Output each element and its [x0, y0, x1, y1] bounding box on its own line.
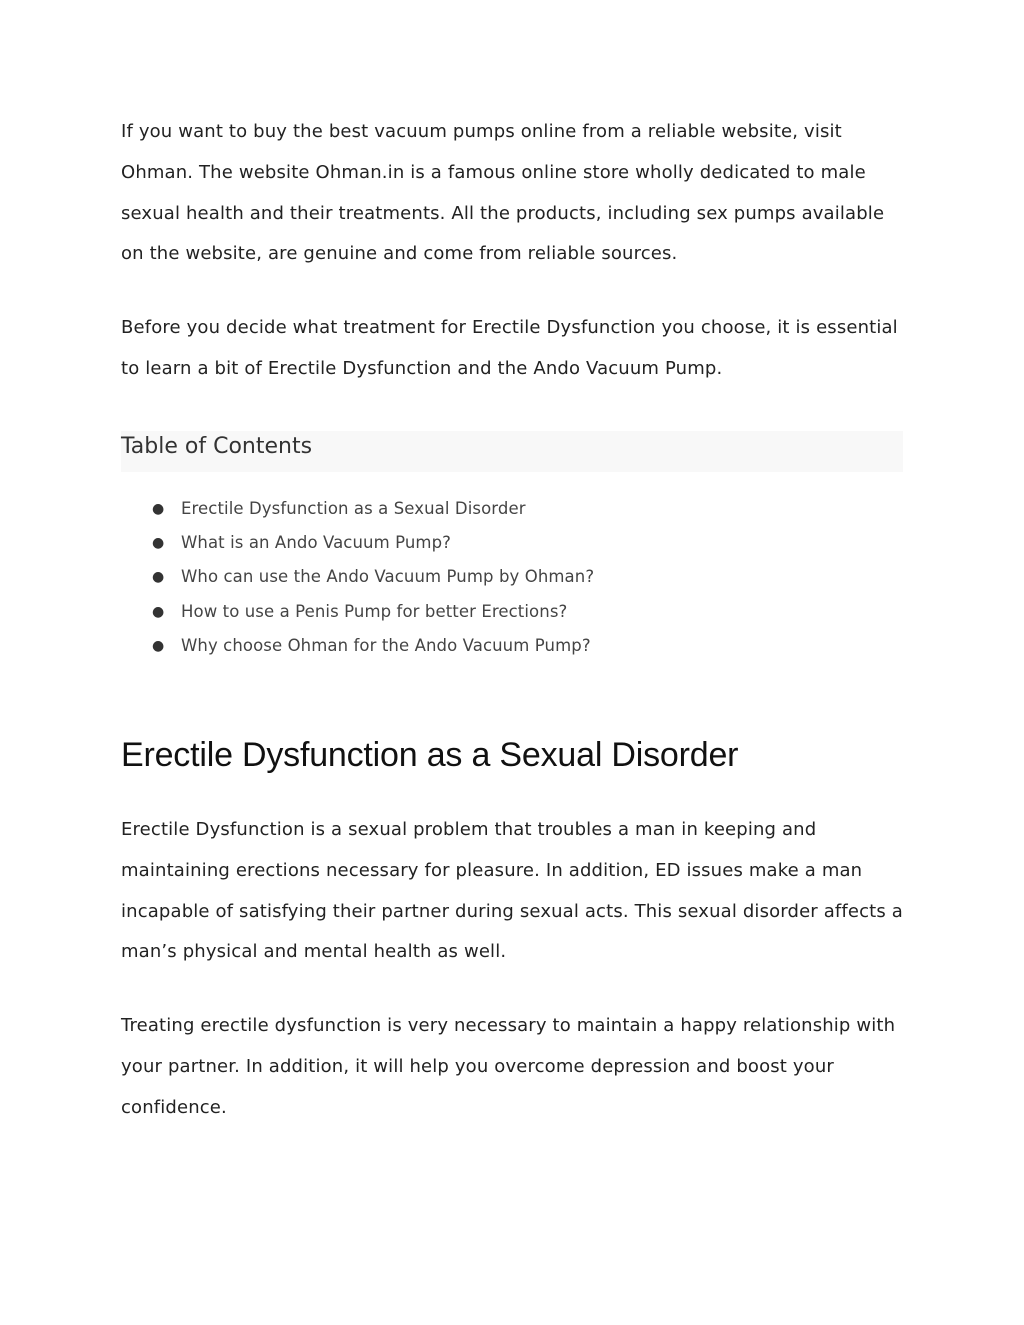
section-heading: Erectile Dysfunction as a Sexual Disorder — [121, 736, 739, 774]
bullet-icon: ● — [152, 501, 165, 517]
bullet-icon: ● — [152, 603, 165, 620]
toc-title: Table of Contents — [121, 434, 313, 459]
toc-link-what-is-ando-pump[interactable]: What is an Ando Vacuum Pump? — [181, 533, 452, 553]
toc-item — [121, 629, 903, 663]
bullet-icon: ● — [152, 535, 165, 552]
toc-link-why-choose-ohman[interactable]: Why choose Ohman for the Ando Vacuum Pump? — [181, 635, 591, 655]
intro-paragraph: If you want to buy the best vacuum pumps online from a reliable website, visit Ohman. The website Ohman.in is a famous online store wholly dedicated to male sexual health and their treatments. All the products, including sex pumps available on the website, are genuine and come from reliable sources. — [121, 121, 885, 265]
intro-paragraph: Before you decide what treatment for Erectile Dysfunction you choose, it is essential to learn a bit of Erectile Dysfunction and the Ando Vacuum Pump. — [121, 317, 898, 379]
toc-item — [121, 526, 903, 560]
section-paragraph: Erectile Dysfunction is a sexual problem that troubles a man in keeping and maintaining erections necessary for pleasure. In addition, ED issues make a man incapable of satisfying their partner during sexual acts. This sexual disorder affects a man’s physical and mental health as well. — [121, 819, 903, 963]
bullet-icon: ● — [152, 637, 165, 654]
toc-item — [121, 492, 903, 526]
toc-list — [121, 492, 903, 663]
toc-item — [121, 595, 903, 629]
toc-link-who-can-use[interactable]: Who can use the Ando Vacuum Pump by Ohman? — [181, 567, 595, 587]
section-paragraph: Treating erectile dysfunction is very necessary to maintain a happy relationship with your partner. In addition, it will help you overcome depression and boost your confidence. — [121, 1015, 896, 1118]
toc-item — [121, 560, 903, 594]
toc-link-erectile-dysfunction[interactable]: Erectile Dysfunction as a Sexual Disorder — [181, 499, 526, 518]
table-of-contents-header — [121, 431, 903, 472]
bullet-icon: ● — [152, 569, 165, 586]
toc-link-how-to-use[interactable]: How to use a Penis Pump for better Erections? — [181, 601, 568, 621]
